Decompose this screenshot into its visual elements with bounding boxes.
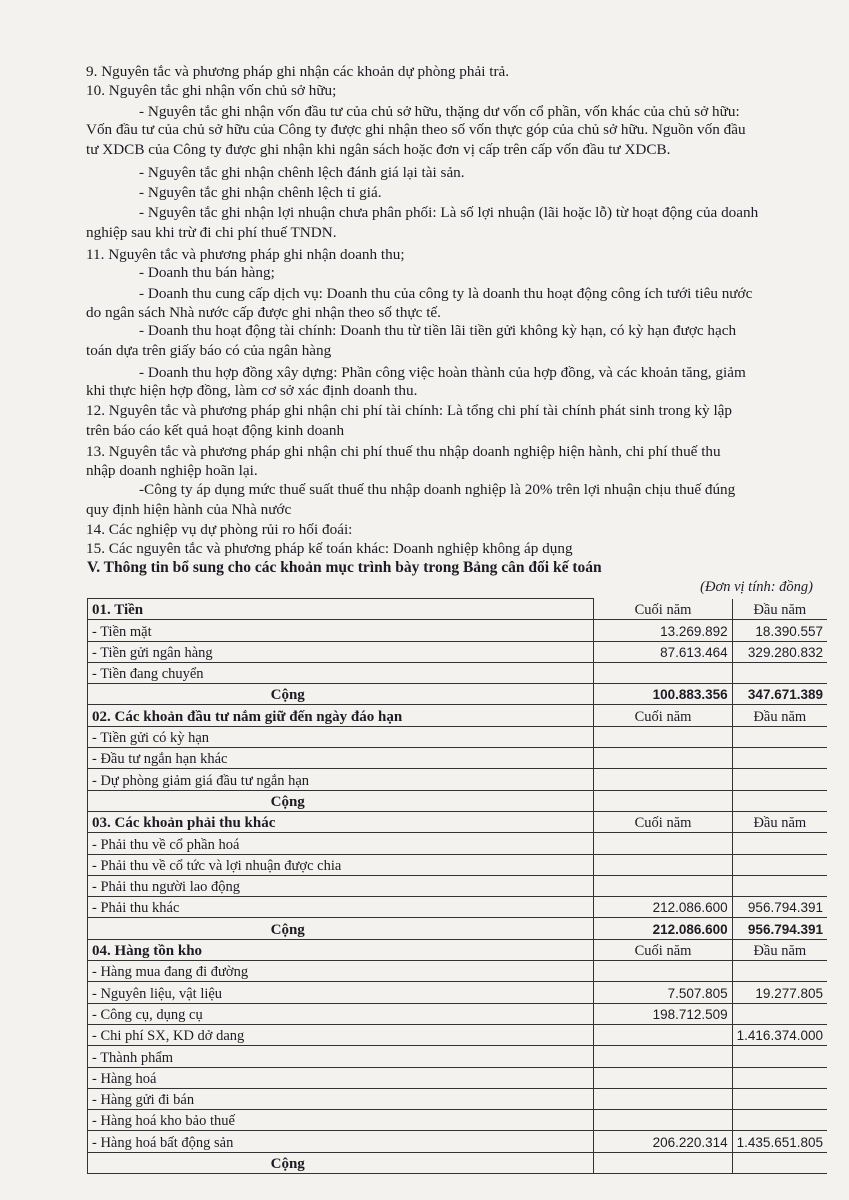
paragraph-line: khi thực hiện hợp đồng, làm cơ sở xác định doanh thu. (86, 382, 418, 399)
row-label: - Tiền đang chuyển (88, 662, 594, 683)
column-header-start-of-year: Đầu năm (732, 599, 827, 620)
row-label: - Dự phòng giảm giá đầu tư ngắn hạn (88, 769, 594, 790)
start-of-year-value: 1.435.651.805 (732, 1131, 827, 1152)
end-of-year-value (594, 854, 732, 875)
table-row (88, 1067, 828, 1088)
total-end-of-year: 100.883.356 (594, 684, 732, 705)
row-label: - Hàng gửi đi bán (88, 1088, 594, 1109)
table-row (88, 1088, 828, 1109)
table-row (88, 662, 828, 683)
table-row (88, 769, 828, 790)
column-header-start-of-year: Đầu năm (732, 939, 827, 960)
row-label: - Đầu tư ngắn hạn khác (88, 748, 594, 769)
paragraph-line: - Nguyên tắc ghi nhận chênh lệch đánh giá lại tài sản. (139, 164, 465, 181)
section-header-row (88, 599, 828, 620)
paragraph-line: do ngân sách Nhà nước cấp được ghi nhận theo số thực tế. (86, 304, 441, 321)
paragraph-line: nhập doanh nghiệp hoãn lại. (86, 462, 258, 479)
paragraph-line: 14. Các nghiệp vụ dự phòng rủi ro hối đoái: (86, 521, 353, 538)
start-of-year-value (732, 662, 827, 683)
table-row (88, 961, 828, 982)
end-of-year-value: 206.220.314 (594, 1131, 732, 1152)
paragraph-line: - Doanh thu cung cấp dịch vụ: Doanh thu của công ty là doanh thu hoạt động công ích tưới tiêu nước (139, 285, 753, 302)
end-of-year-value (594, 748, 732, 769)
end-of-year-value (594, 1024, 732, 1045)
table-row (88, 897, 828, 918)
row-label: - Tiền gửi ngân hàng (88, 641, 594, 662)
start-of-year-value (732, 1067, 827, 1088)
end-of-year-value (594, 1046, 732, 1067)
paragraph-line: - Doanh thu hoạt động tài chính: Doanh thu từ tiền lãi tiền gửi không kỳ hạn, có kỳ hạn được hạch (139, 322, 737, 339)
row-label: - Hàng mua đang đi đường (88, 961, 594, 982)
end-of-year-value (594, 833, 732, 854)
paragraph-line: tư XDCB của Công ty được ghi nhận khi ngân sách hoặc đơn vị cấp trên cấp vốn đầu tư XDCB. (86, 141, 671, 158)
start-of-year-value: 329.280.832 (732, 641, 827, 662)
paragraph-line: quy định hiện hành của Nhà nước (86, 501, 292, 518)
table-row (88, 875, 828, 896)
end-of-year-value (594, 726, 732, 747)
end-of-year-value (594, 769, 732, 790)
total-start-of-year: 956.794.391 (732, 918, 827, 939)
table-row (88, 854, 828, 875)
total-start-of-year (732, 1152, 827, 1173)
total-row (88, 684, 828, 705)
row-label: - Nguyên liệu, vật liệu (88, 982, 594, 1003)
start-of-year-value (732, 748, 827, 769)
start-of-year-value: 18.390.557 (732, 620, 827, 641)
column-header-start-of-year: Đầu năm (732, 705, 827, 726)
table-row (88, 748, 828, 769)
paragraph-line: - Nguyên tắc ghi nhận lợi nhuận chưa phân phối: Là số lợi nhuận (lãi hoặc lỗ) từ hoạt động của doanh (139, 204, 759, 221)
total-label: Cộng (88, 918, 594, 939)
row-label: - Công cụ, dụng cụ (88, 1003, 594, 1024)
start-of-year-value: 19.277.805 (732, 982, 827, 1003)
end-of-year-value (594, 875, 732, 896)
start-of-year-value (732, 875, 827, 896)
section-header-row (88, 811, 828, 832)
total-end-of-year (594, 790, 732, 811)
column-header-start-of-year: Đầu năm (732, 811, 827, 832)
total-end-of-year (594, 1152, 732, 1173)
total-row (88, 1152, 828, 1173)
table-row (88, 1131, 828, 1152)
paragraph-line: toán dựa trên giấy báo có của ngân hàng (86, 342, 332, 359)
paragraph-line: -Công ty áp dụng mức thuế suất thuế thu nhập doanh nghiệp là 20% trên lợi nhuận chịu thuế đúng (139, 481, 736, 498)
paragraph-line: Vốn đầu tư của chủ sở hữu của Công ty được ghi nhận theo số vốn thực góp của chủ sở hữu. Nguồn vốn đầu (86, 121, 746, 138)
start-of-year-value (732, 1110, 827, 1131)
start-of-year-value (732, 1046, 827, 1067)
paragraph-line: - Doanh thu hợp đồng xây dựng: Phần công việc hoàn thành của hợp đồng, và các khoản tăng, giảm (139, 364, 746, 381)
paragraph-line: 9. Nguyên tắc và phương pháp ghi nhận các khoản dự phòng phải trả. (86, 63, 510, 80)
section-title-cell: 01. Tiền (88, 599, 594, 620)
table-row (88, 1110, 828, 1131)
section-header-row (88, 939, 828, 960)
paragraph-line: - Nguyên tắc ghi nhận chênh lệch tỉ giá. (139, 184, 382, 201)
row-label: - Hàng hoá (88, 1067, 594, 1088)
paragraph-line: 11. Nguyên tắc và phương pháp ghi nhận doanh thu; (86, 246, 405, 263)
section-title-cell: 02. Các khoản đầu tư nắm giữ đến ngày đáo hạn (88, 705, 594, 726)
table-row (88, 620, 828, 641)
row-label: - Phải thu khác (88, 897, 594, 918)
start-of-year-value (732, 961, 827, 982)
section-header-row (88, 705, 828, 726)
total-end-of-year: 212.086.600 (594, 918, 732, 939)
table-row (88, 1003, 828, 1024)
row-label: - Tiền gửi có kỳ hạn (88, 726, 594, 747)
end-of-year-value: 7.507.805 (594, 982, 732, 1003)
end-of-year-value (594, 662, 732, 683)
total-label: Cộng (88, 1152, 594, 1173)
table-row (88, 982, 828, 1003)
section-title-cell: 04. Hàng tồn kho (88, 939, 594, 960)
paragraph-line: - Doanh thu bán hàng; (139, 264, 275, 281)
end-of-year-value (594, 1088, 732, 1109)
start-of-year-value (732, 726, 827, 747)
start-of-year-value (732, 1003, 827, 1024)
paragraph-line: 10. Nguyên tắc ghi nhận vốn chủ sở hữu; (86, 82, 337, 99)
start-of-year-value (732, 1088, 827, 1109)
end-of-year-value: 198.712.509 (594, 1003, 732, 1024)
table-row (88, 1046, 828, 1067)
start-of-year-value (732, 854, 827, 875)
row-label: - Hàng hoá bất động sản (88, 1131, 594, 1152)
total-start-of-year (732, 790, 827, 811)
end-of-year-value (594, 1110, 732, 1131)
total-start-of-year: 347.671.389 (732, 684, 827, 705)
row-label: - Phải thu người lao động (88, 875, 594, 896)
column-header-end-of-year: Cuối năm (594, 939, 732, 960)
table-row (88, 641, 828, 662)
total-row (88, 918, 828, 939)
row-label: - Phải thu về cổ tức và lợi nhuận được chia (88, 854, 594, 875)
column-header-end-of-year: Cuối năm (594, 599, 732, 620)
start-of-year-value: 956.794.391 (732, 897, 827, 918)
end-of-year-value (594, 1067, 732, 1088)
row-label: - Hàng hoá kho bảo thuế (88, 1110, 594, 1131)
row-label: - Phải thu về cổ phần hoá (88, 833, 594, 854)
paragraph-line: - Nguyên tắc ghi nhận vốn đầu tư của chủ sở hữu, thặng dư vốn cổ phần, vốn khác của chủ sở hữu: (139, 103, 740, 120)
end-of-year-value (594, 961, 732, 982)
column-header-end-of-year: Cuối năm (594, 811, 732, 832)
end-of-year-value: 87.613.464 (594, 641, 732, 662)
end-of-year-value: 212.086.600 (594, 897, 732, 918)
section-title-cell: 03. Các khoản phải thu khác (88, 811, 594, 832)
start-of-year-value (732, 769, 827, 790)
end-of-year-value: 13.269.892 (594, 620, 732, 641)
column-header-end-of-year: Cuối năm (594, 705, 732, 726)
table-row (88, 1024, 828, 1045)
paragraph-line: 15. Các nguyên tắc và phương pháp kế toán khác: Doanh nghiệp không áp dụng (86, 540, 573, 557)
balance-sheet-notes-table (87, 598, 827, 1174)
paragraph-line: 12. Nguyên tắc và phương pháp ghi nhận chi phí tài chính: Là tổng chi phí tài chính phát sinh trong kỳ lập (86, 402, 732, 419)
paragraph-line: nghiệp sau khi trừ đi chi phí thuế TNDN. (86, 224, 337, 241)
row-label: - Thành phẩm (88, 1046, 594, 1067)
row-label: - Chi phí SX, KD dở dang (88, 1024, 594, 1045)
table-row (88, 833, 828, 854)
table-row (88, 726, 828, 747)
paragraph-line: trên báo cáo kết quả hoạt động kinh doanh (86, 422, 345, 439)
paragraph-line: 13. Nguyên tắc và phương pháp ghi nhận chi phí thuế thu nhập doanh nghiệp hiện hành, chi phí thuế thu (86, 443, 721, 460)
start-of-year-value: 1.416.374.000 (732, 1024, 827, 1045)
total-row (88, 790, 828, 811)
unit-note: (Đơn vị tính: đồng) (700, 579, 813, 595)
section-title: V. Thông tin bổ sung cho các khoản mục trình bày trong Bảng cân đối kế toán (87, 559, 602, 576)
total-label: Cộng (88, 790, 594, 811)
start-of-year-value (732, 833, 827, 854)
row-label: - Tiền mặt (88, 620, 594, 641)
total-label: Cộng (88, 684, 594, 705)
